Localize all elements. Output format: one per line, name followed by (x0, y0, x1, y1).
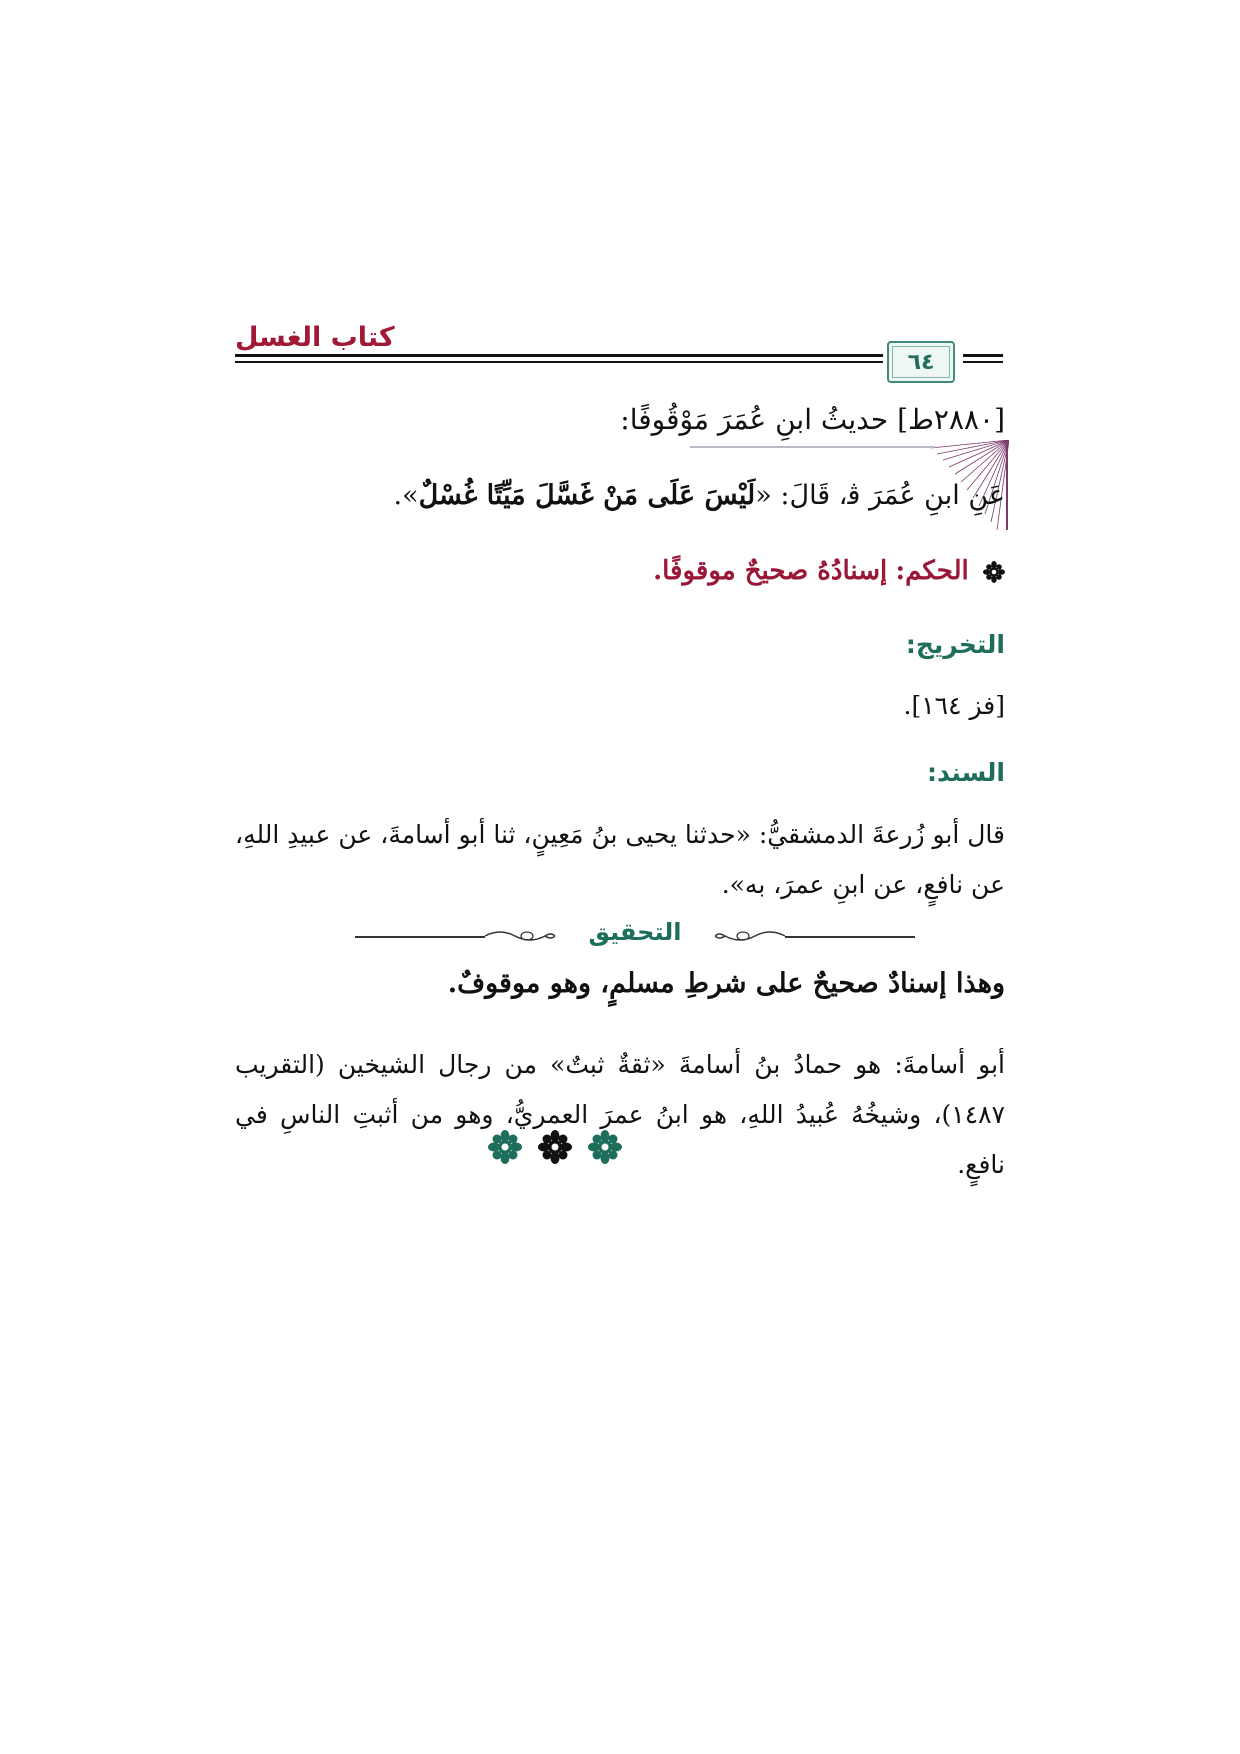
sanad-text: قال أبو زُرعةَ الدمشقيُّ: «حدثنا يحيى بنُ مَعِينٍ، ثنا أبو أسامةَ، عن عبيدِ اللهِ، عن نافعٍ، عن ابنِ عمرَ، به». (235, 820, 1005, 899)
end-ornament (480, 1124, 630, 1170)
takhrij-reference: [فز ١٦٤]. (903, 691, 1005, 720)
takhrij-label: التخريج: (905, 630, 1005, 659)
book-title: كتاب الغسل (235, 322, 395, 353)
matn-suffix: ». (393, 480, 419, 511)
hadith-ruling (653, 556, 1005, 586)
matn-prefix: عَنِ ابنِ عُمَرَ ﭬ، قَالَ: « (755, 480, 1005, 511)
matn-text: لَيْسَ عَلَى مَنْ غَسَّلَ مَيِّتًا غُسْلٌ (418, 480, 756, 511)
tahqiq-verdict: وهذا إسنادٌ صحيحٌ على شرطِ مسلمٍ، وهو موقوفٌ. (447, 968, 1005, 999)
tahqiq-commentary: أبو أسامةَ: هو حمادُ بنُ أسامةَ «ثقةٌ ثبتٌ» من رجال الشيخين (التقريب ١٤٨٧)، وشيخُهُ عُبيدُ اللهِ، هو ابنُ عمرَ العمريُّ، وهو من أثبتِ الناسِ في نافعٍ. (235, 1050, 1005, 1179)
ornament-left-icon (485, 926, 555, 946)
sanad-label: السند: (926, 758, 1005, 787)
page-number: ٦٤ (907, 349, 935, 375)
tahqiq-label: التحقيق (588, 918, 682, 946)
decorative-line (690, 446, 935, 448)
book-page (235, 300, 1005, 1200)
hadith-title: [٢٨٨٠ط] حديثُ ابنِ عُمَرَ مَوْقُوفًا: (620, 403, 1005, 436)
page-number-badge (887, 341, 955, 383)
ruling-label: الحكم: (895, 556, 969, 586)
flower-icon (983, 561, 1005, 583)
flower-icon (538, 1130, 572, 1164)
hadith-matn (393, 480, 1005, 511)
ornament-right-icon (715, 926, 785, 946)
flower-icon (588, 1130, 622, 1164)
header-rule-right (963, 354, 1003, 367)
tahqiq-divider (355, 918, 915, 954)
ruling-text: إسنادُهُ صحيحٌ موقوفًا. (653, 556, 888, 586)
header-rule (235, 354, 883, 367)
flower-icon (488, 1130, 522, 1164)
